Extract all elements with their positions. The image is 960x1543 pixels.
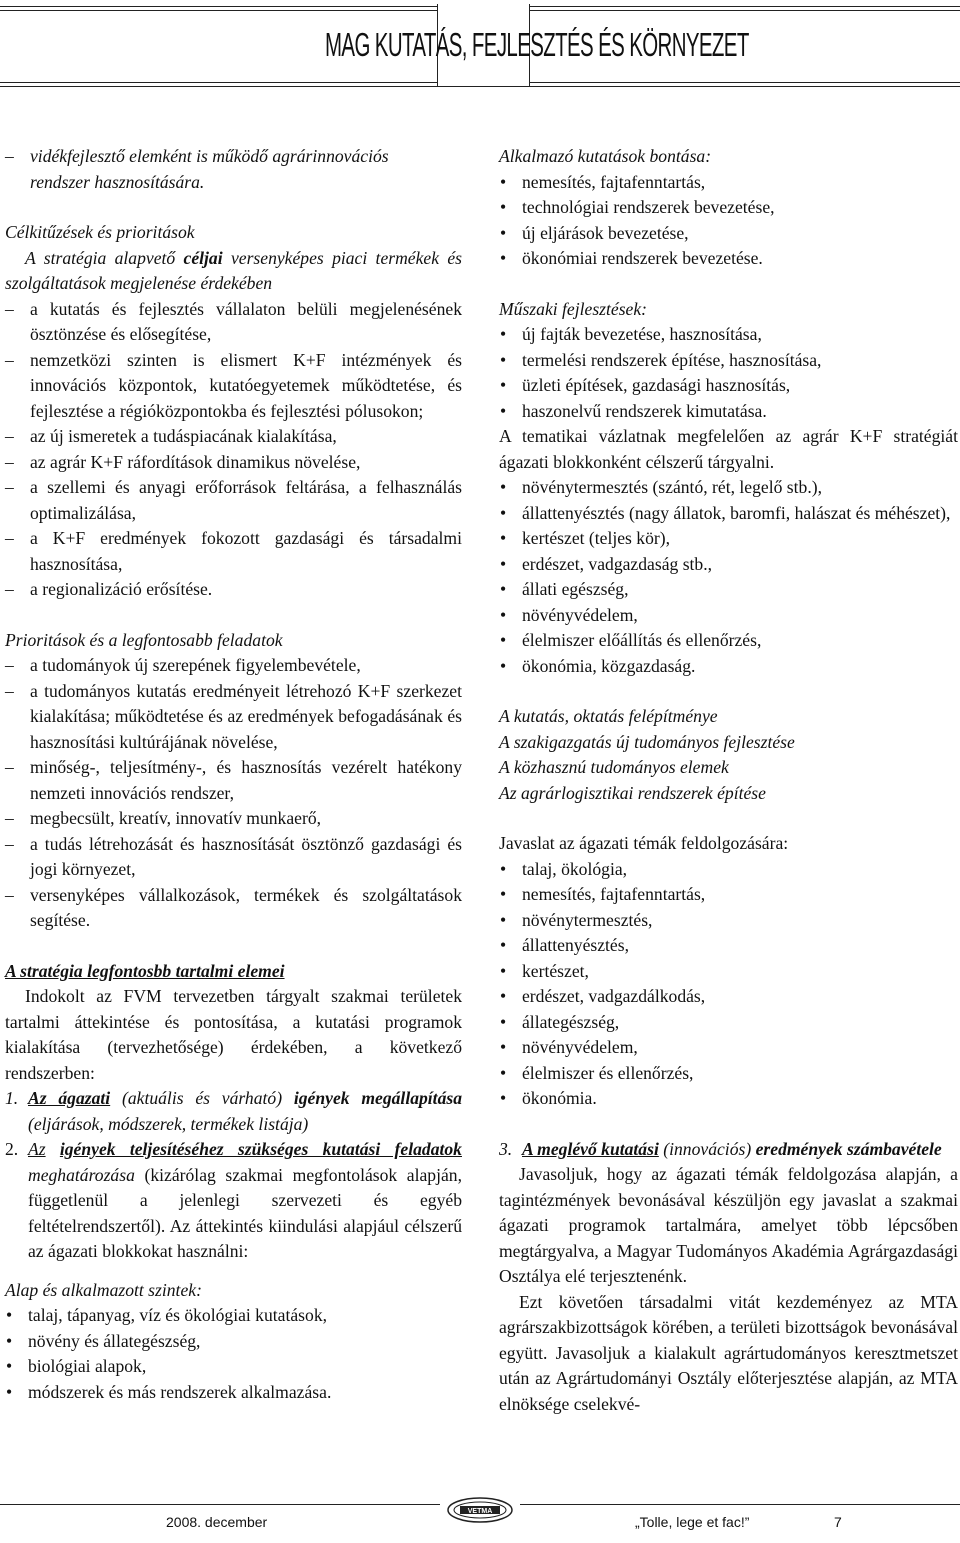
intro-item: – vidékfejlesztő elemként is működő agrárinnovációs rendszer hasznosítására. — [5, 144, 462, 195]
page-header — [0, 0, 960, 95]
applied-list — [499, 170, 958, 272]
numbered-item-2: 2. Az igények teljesítéséhez szükséges kutatási feladatok meghatározása (kizárólag szakmai megfontolások alapján, függetlenül a jelenlegi szervezeti és egyéb feltételrendszertől). Az áttekintés kiindulási alapjául célszerű az ágazati blokkokat használni: — [5, 1139, 462, 1261]
list-item: • élelmiszer előállítás és ellenőrzés, — [499, 628, 958, 654]
list-item: • élelmiszer és ellenőrzés, — [499, 1061, 958, 1087]
footer-rule-left — [0, 1504, 440, 1505]
list-item: • növényvédelem, — [499, 1035, 958, 1061]
page-number: 7 — [834, 1514, 842, 1530]
list-item: • üzleti építések, gazdasági hasznosítás, — [499, 373, 958, 399]
proposal-list — [499, 857, 958, 1112]
list-item: • növényvédelem, — [499, 603, 958, 629]
list-item: • biológiai alapok, — [5, 1354, 462, 1380]
list-item: • nemesítés, fajtafenntartás, — [499, 882, 958, 908]
italic-line: A szakigazgatás új tudományos fejlesztése — [499, 731, 795, 752]
vetma-logo-icon — [446, 1496, 514, 1524]
list-item: • új eljárások bevezetése, — [499, 221, 958, 247]
list-item: – a regionalizáció erősítése. — [5, 577, 462, 603]
tech-list — [499, 322, 958, 424]
base-list — [5, 1303, 462, 1405]
goals-list — [5, 297, 462, 603]
italic-lines — [499, 704, 958, 806]
tech-heading: Műszaki fejlesztések: — [499, 298, 648, 319]
right-column — [499, 144, 958, 1417]
applied-heading: Alkalmazó kutatások bontása: — [499, 146, 712, 166]
list-item: • kertészet, — [499, 959, 958, 985]
list-item: • ökonómiai rendszerek bevezetése. — [499, 246, 958, 272]
list-item: • technológiai rendszerek bevezetése, — [499, 195, 958, 221]
list-item: • új fajták bevezetése, hasznosítása, — [499, 322, 958, 348]
priorities-list — [5, 653, 462, 934]
footer-rule-right — [520, 1504, 960, 1505]
final-paragraph-1: Javasoljuk, hogy az ágazati témák feldolgozása alapján, a tagintézmények bevonásával készüljön egy javaslat a szakmai ágazati programok tartalmára, amelyet több lépcsőben megtárgyalva, a Magyar Tudományos Akadémia Agrárgazdasági Osztálya elé terjesztenénk. — [499, 1164, 958, 1286]
italic-line: Az agrárlogisztikai rendszerek építése — [499, 782, 766, 803]
list-item: • állattenyésztés, — [499, 933, 958, 959]
list-item: • állati egészség, — [499, 577, 958, 603]
list-item: • ökonómia, közgazdaság. — [499, 654, 958, 680]
goals-paragraph: A stratégia alapvető céljai versenyképes piaci termékek és szolgáltatások megjelenése érdekében — [5, 247, 463, 293]
numbered-item-3: 3. A meglévő kutatási (innovációs) eredmények számbavétele — [499, 1138, 942, 1159]
list-item: • kertészet (teljes kör), — [499, 526, 958, 552]
thematic-paragraph: A tematikai vázlatnak megfelelően az agrár K+F stratégiát ágazati blokkonként célszerű tárgyalni. — [499, 426, 958, 472]
list-item: • talaj, tápanyag, víz és ökológiai kutatások, — [5, 1303, 462, 1329]
final-paragraph-2: Ezt követően társadalmi vitát kezdeményez az MTA agrárszakbizottságok körében, a területi bizottságok bevonásával együtt. Javasoljuk a kialakult agrártudományos keresztmetszet után az Agrártudományi Osztály előterjesztése alapján, az MTA elnöksége cselekvé- — [499, 1291, 958, 1414]
italic-line: A közhasznú tudományos elemek — [499, 757, 729, 777]
list-item: – a tudományok új szerepének figyelembevétele, — [5, 653, 462, 679]
list-item: • haszonelvű rendszerek kimutatása. — [499, 399, 958, 425]
list-item: – nemzetközi szinten is elismert K+F intézmények és innovációs központok, kutatóegyetemek működtetése, és fejlesztése a régióközpontokba és fejlesztési pólusokon; — [5, 348, 462, 425]
list-item: • állategészség, — [499, 1010, 958, 1036]
list-item: • növénytermesztés (szántó, rét, legelő stb.), — [499, 475, 958, 501]
list-item: • növénytermesztés, — [499, 908, 958, 934]
header-rule-4 — [0, 86, 960, 87]
list-item: – a tudás létrehozását és hasznosítását ösztönző gazdasági és jogi környezet, — [5, 832, 462, 883]
priorities-heading: Prioritások és a legfontosabb feladatok — [5, 629, 283, 650]
content-paragraph: Indokolt az FVM tervezetben tárgyalt szakmai területek tartalmi áttekintése és pontosítása, a kutatási programok kialakítása (tervezhetősége) érdekében, a következő rendszerben: — [5, 986, 462, 1083]
footer-date: 2008. december — [166, 1514, 268, 1530]
list-item: – az agrár K+F ráfordítások dinamikus növelése, — [5, 450, 462, 476]
header-title: MAG KUTATÁS, FEJLESZTÉS ÉS KÖRNYEZET — [325, 26, 749, 63]
proposal-heading: Javaslat az ágazati témák feldolgozására: — [499, 833, 789, 853]
list-item: – a kutatás és fejlesztés vállalaton belüli megjelenésének ösztönzése és elősegítése, — [5, 297, 462, 348]
list-item: – versenyképes vállalkozások, termékek és szolgáltatások segítése. — [5, 883, 462, 934]
list-item: – a tudományos kutatás eredményeit létrehozó K+F szerkezet kialakítása; működtetése és az eredmények befogadásának és hasznosítási kultúrájának növelése, — [5, 679, 462, 756]
list-item: – a K+F eredmények fokozott gazdasági és társadalmi hasznosítása, — [5, 526, 462, 577]
left-column — [5, 144, 462, 1405]
thematic-list — [499, 475, 958, 679]
numbered-item-1: 1. Az ágazati (aktuális és várható) igények megállapítása (eljárások, módszerek, termékek listája) — [5, 1088, 463, 1134]
list-item: – minőség-, teljesítmény-, és hasznosítás vezérelt hatékony nemzeti innovációs rendszer, — [5, 755, 462, 806]
logo-text: VETMA — [467, 1508, 493, 1515]
goals-heading: Célkitűzések és prioritások — [5, 222, 195, 242]
list-item: • állattenyésztés (nagy állatok, baromfi, halászat és méhészet), — [499, 501, 958, 527]
list-item: • ökonómia. — [499, 1086, 958, 1112]
list-item: – az új ismeretek a tudáspiacának kialakítása, — [5, 424, 462, 450]
list-item: • termelési rendszerek építése, hasznosítása, — [499, 348, 958, 374]
italic-line: A kutatás, oktatás felépítménye — [499, 706, 718, 726]
list-item: • erdészet, vadgazdálkodás, — [499, 984, 958, 1010]
list-item: • növény és állategészség, — [5, 1329, 462, 1355]
list-item: • nemesítés, fajtafenntartás, — [499, 170, 958, 196]
list-item: – megbecsült, kreatív, innovatív munkaerő, — [5, 806, 462, 832]
base-heading: Alap és alkalmazott szintek: — [5, 1279, 202, 1300]
list-item: • talaj, ökológia, — [499, 857, 958, 883]
footer-motto: „Tolle, lege et fac!” — [635, 1514, 750, 1530]
content-heading: A stratégia legfontosbb tartalmi elemei — [5, 960, 285, 981]
page-footer — [0, 1490, 960, 1543]
list-item: • erdészet, vadgazdaság stb., — [499, 552, 958, 578]
list-item: – a szellemi és anyagi erőforrások feltárása, a felhasználás optimalizálása, — [5, 475, 462, 526]
list-item: • módszerek és más rendszerek alkalmazása. — [5, 1380, 462, 1406]
